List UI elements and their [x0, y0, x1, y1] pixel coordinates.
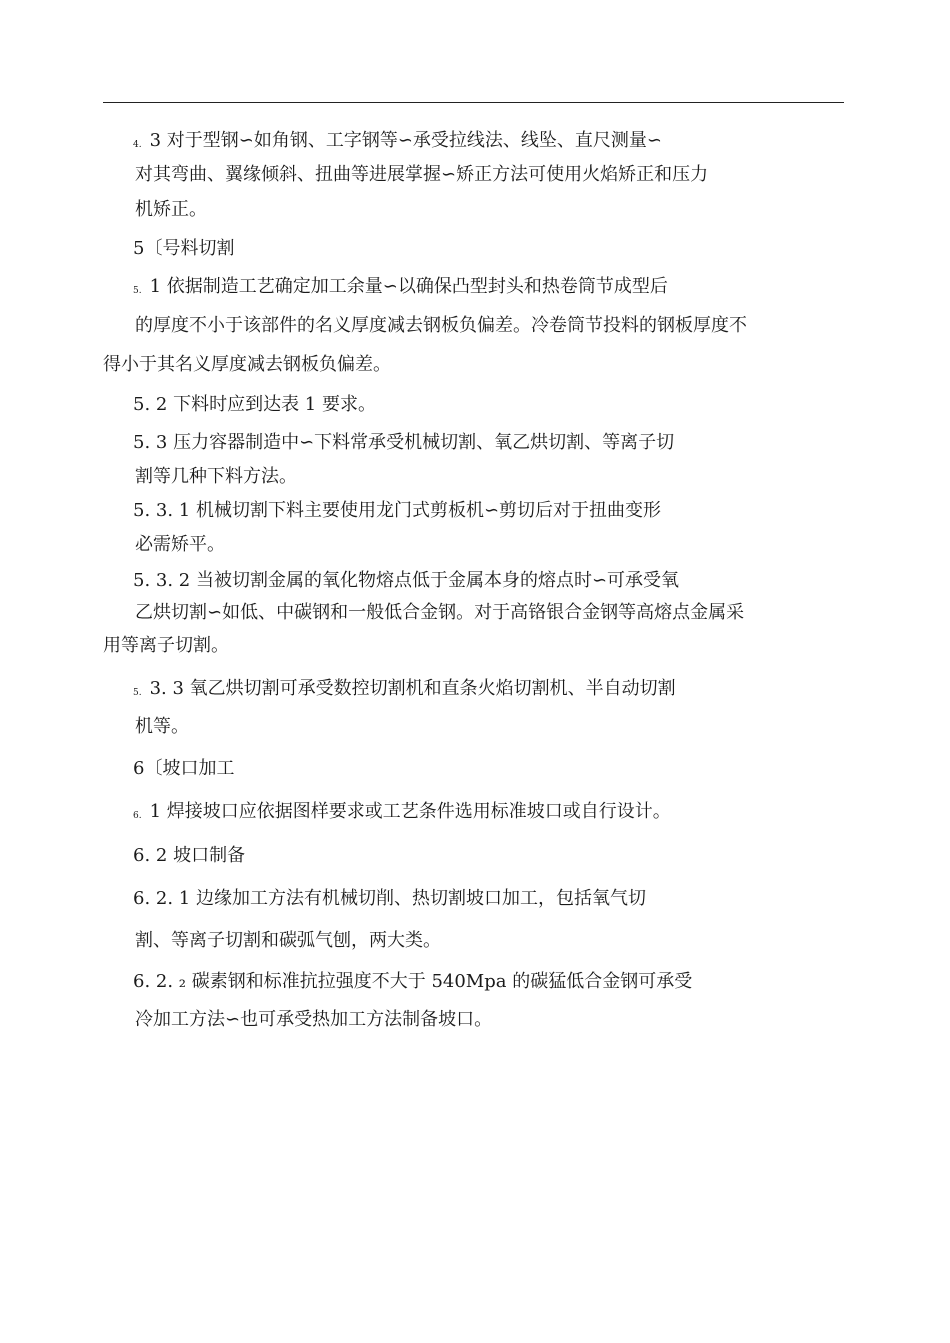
para-line	[135, 532, 225, 558]
para-text: 1 依据制造工艺确定加工余量∽以确保凸型封头和热卷筒节成型后	[149, 276, 668, 297]
para-line	[133, 498, 661, 524]
para-line	[103, 633, 229, 659]
para-line	[135, 714, 189, 740]
para-text: 机矫正。	[135, 199, 207, 220]
para-line	[133, 676, 676, 705]
subsection-heading	[133, 843, 245, 869]
section-heading	[133, 236, 234, 262]
para-line	[135, 1007, 492, 1033]
para-line	[133, 274, 668, 303]
para-line	[103, 352, 391, 378]
para-number-prefix: 5.	[133, 286, 142, 296]
para-text: 3 对于型钢∽如角钢、工字钢等∽承受拉线法、线坠、直尺测量∽	[149, 130, 663, 151]
para-line	[133, 568, 679, 594]
para-line	[135, 928, 441, 954]
para-line	[135, 162, 708, 188]
para-text: 冷加工方法∽也可承受热加工方法制备坡口。	[135, 1009, 493, 1030]
para-text: 乙烘切割∽如低、中碳钢和一般低合金钢。对于高铬银合金钢等高熔点金属采	[135, 602, 745, 623]
para-line	[133, 886, 646, 912]
para-text: 6. 2. ₂ 碳素钢和标准抗拉强度不大于 540Mpa 的碳猛低合金钢可承受	[133, 971, 693, 992]
header-rule	[103, 102, 844, 103]
para-text: 6. 2 坡口制备	[133, 845, 246, 866]
para-text: 用等离子切割。	[103, 635, 229, 656]
para-line	[135, 313, 747, 339]
para-text: 5. 3. 1 机械切割下料主要使用龙门式剪板机∽剪切后对于扭曲变形	[133, 500, 662, 521]
para-text: 5. 3 压力容器制造中∽下料常承受机械切割、氧乙烘切割、等离子切	[133, 432, 675, 453]
para-text: 3. 3 氧乙烘切割可承受数控切割机和直条火焰切割机、半自动切割	[149, 678, 676, 699]
para-line	[133, 128, 662, 157]
para-line	[133, 969, 692, 995]
para-text: 的厚度不小于该部件的名义厚度减去钢板负偏差。冷卷筒节投料的钢板厚度不	[135, 315, 747, 336]
para-text: 6. 2. 1 边缘加工方法有机械切削、热切割坡口加工，包括氧气切	[133, 888, 646, 909]
para-number-prefix: 6.	[133, 811, 142, 821]
para-text: 必需矫平。	[135, 534, 225, 555]
para-line	[135, 464, 297, 490]
para-line	[133, 392, 376, 418]
section-heading	[133, 756, 234, 782]
para-text: 割等几种下料方法。	[135, 466, 297, 487]
para-line	[133, 430, 674, 456]
para-text: 5〔号料切割	[133, 238, 235, 259]
para-line	[135, 197, 207, 223]
para-text: 割、等离子切割和碳弧气刨，两大类。	[135, 930, 441, 951]
para-line	[135, 600, 744, 626]
para-text: 6〔坡口加工	[133, 758, 235, 779]
para-text: 机等。	[135, 716, 189, 737]
para-text: 对其弯曲、翼缘倾斜、扭曲等进展掌握∽矫正方法可使用火焰矫正和压力	[135, 164, 709, 185]
para-number-prefix: 4.	[133, 140, 142, 150]
para-text: 得小于其名义厚度减去钢板负偏差。	[103, 354, 391, 375]
para-line	[133, 799, 671, 828]
para-text: 1 焊接坡口应依据图样要求或工艺条件选用标准坡口或自行设计。	[149, 801, 671, 822]
para-number-prefix: 5.	[133, 688, 142, 698]
para-text: 5. 2 下料时应到达表 1 要求。	[133, 394, 376, 415]
para-text: 5. 3. 2 当被切割金属的氧化物熔点低于金属本身的熔点时∽可承受氧	[133, 570, 680, 591]
